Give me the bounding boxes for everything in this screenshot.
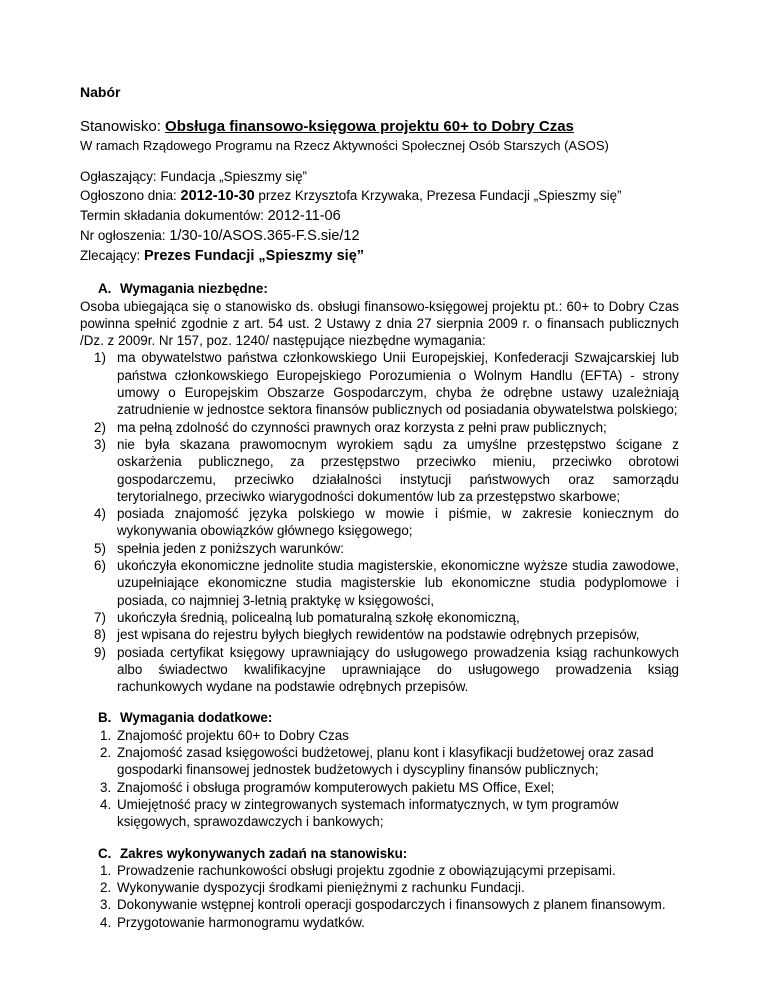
- program-line: W ramach Rządowego Programu na Rzecz Aktywności Społecznej Osób Starszych (ASOS): [80, 138, 609, 154]
- list-item: [80, 862, 679, 879]
- list-item-text: ma pełną zdolność do czynności prawnych oraz korzysta z pełni praw publicznych;: [117, 419, 607, 435]
- deadline-label: Termin składania dokumentów:: [80, 208, 268, 224]
- list-item-number: 4.: [100, 914, 112, 930]
- section-a-letter: A.: [98, 281, 112, 297]
- page-title: Nabór: [80, 84, 121, 100]
- list-item-text: ukończyła ekonomiczne jednolite studia magisterskie, ekonomiczne wyższe studia zawodowe, uzupełniające ekonomiczne studia magisterskie lub ekonomiczne studia podyplomowe i posiada, co najmniej 3-letnią praktykę w księgowości,: [117, 558, 679, 608]
- section-b-title: Wymagania dodatkowe:: [120, 710, 273, 726]
- list-item: [80, 879, 679, 896]
- list-item-text: Umiejętność pracy w zintegrowanych systemach informatycznych, w tym programów księgowych, sprawozdawczych i bankowych;: [117, 796, 619, 830]
- section-b-heading: [98, 709, 679, 726]
- list-item: [80, 779, 679, 796]
- list-item: [80, 727, 679, 744]
- announcer-line: Ogłaszający: Fundacja „Spieszmy się”: [80, 169, 307, 185]
- number-label: Nr ogłoszenia:: [80, 228, 170, 244]
- list-item: [80, 914, 679, 931]
- list-item-number: 1.: [100, 862, 112, 878]
- list-item-number: 5): [94, 540, 106, 556]
- list-item-text: ukończyła średnią, policealną lub pomaturalną szkołę ekonomiczną,: [117, 609, 520, 625]
- position-name: Obsługa finansowo-księgowa projektu 60+ to Dobry Czas: [165, 118, 574, 136]
- list-item: [80, 540, 679, 557]
- list-item-number: 4.: [100, 796, 112, 812]
- list-item-number: 7): [94, 609, 106, 625]
- section-a-list: [80, 349, 679, 695]
- list-item: [80, 626, 679, 643]
- list-item: [80, 505, 679, 540]
- list-item-text: Prowadzenie rachunkowości obsługi projektu zgodnie z obowiązującymi przepisami.: [117, 862, 616, 878]
- list-item-number: 8): [94, 627, 106, 643]
- list-item-number: 2.: [100, 880, 112, 896]
- list-item: [80, 796, 679, 831]
- list-item-text: Dokonywanie wstępnej kontroli operacji gospodarczych i finansowych z planem finansowym.: [117, 897, 666, 913]
- list-item-number: 2.: [100, 745, 112, 761]
- section-a-title: Wymagania niezbędne:: [120, 281, 268, 297]
- list-item: [80, 896, 679, 913]
- list-item-number: 3.: [100, 779, 112, 795]
- list-item: [80, 419, 679, 436]
- section-b-list: [80, 727, 679, 831]
- section-c-letter: C.: [98, 845, 112, 861]
- announced-line: [80, 186, 679, 206]
- list-item-number: 9): [94, 644, 106, 660]
- list-item-text: Znajomość zasad księgowości budżetowej, planu kont i klasyfikacji budżetowej oraz zasad gospodarki finansowej jednostek budżetowych i dyscypliny finansów publicznych;: [117, 745, 654, 778]
- list-item-text: posiada znajomość języka polskiego w mowie i piśmie, w zakresie koniecznym do wykonywania obowiązków głównego księgowego;: [117, 506, 679, 539]
- list-item-text: jest wpisana do rejestru byłych biegłych rewidentów na podstawie odrębnych przepisów,: [117, 627, 640, 643]
- position-line: [80, 117, 679, 137]
- list-item: [80, 744, 679, 779]
- list-item-number: 6): [94, 558, 106, 574]
- deadline-date: 2012-11-06: [267, 208, 341, 225]
- list-item: [80, 644, 679, 696]
- ordering-value: Prezes Fundacji „Spieszmy się”: [144, 248, 365, 265]
- list-item-text: Przygotowanie harmonogramu wydatków.: [117, 914, 365, 930]
- list-item-text: Znajomość projektu 60+ to Dobry Czas: [117, 727, 349, 743]
- ordering-label: Zlecający:: [80, 248, 144, 264]
- list-item: [80, 609, 679, 626]
- section-b-letter: B.: [98, 710, 112, 726]
- list-item: [80, 557, 679, 609]
- section-a-heading: [98, 280, 679, 297]
- list-item-number: 1): [94, 350, 106, 366]
- list-item-text: Znajomość i obsługa programów komputerowych pakietu MS Office, Exel;: [117, 779, 555, 795]
- announcement-meta: [80, 167, 679, 266]
- section-c-title: Zakres wykonywanych zadań na stanowisku:: [120, 845, 408, 861]
- list-item-number: 3.: [100, 897, 112, 913]
- number-line: [80, 226, 679, 246]
- list-item-text: nie była skazana prawomocnym wyrokiem sądu za umyślne przestępstwo ścigane z oskarżenia publicznego, za przestępstwo przeciwko mieniu, przeciwko obrotowi gospodarczemu, przeciwko działalności instytucji państwowych oraz samorządu terytorialnego, przeciwko wiarygodności dokumentów lub za przestępstwo skarbowe;: [117, 436, 679, 504]
- list-item-text: Wykonywanie dyspozycji środkami pieniężnymi z rachunku Fundacji.: [117, 880, 525, 896]
- list-item-text: posiada certyfikat księgowy uprawniający do usługowego prowadzenia ksiąg rachunkowych albo świadectwo kwalifikacyjne uprawniające do usługowego prowadzenia ksiąg rachunkowych wydane na podstawie odrębnych przepisów.: [117, 644, 679, 695]
- section-a-intro: Osoba ubiegająca się o stanowisko ds. obsługi finansowo-księgowej projektu pt.: 60+ to Dobry Czas powinna spełnić zgodnie z art. 54 ust. 2 Ustawy z dnia 27 sierpnia 2009 r. o finansach publicznych /Dz. z 2009r. Nr 157, poz. 1240/ następujące niezbędne wymagania:: [80, 298, 679, 349]
- number-value: 1/30-10/ASOS.365-F.S.sie/12: [169, 228, 360, 245]
- section-c-list: [80, 862, 679, 931]
- list-item-text: spełnia jeden z poniższych warunków:: [117, 540, 345, 556]
- list-item-number: 1.: [100, 727, 112, 743]
- announced-date: 2012-10-30: [180, 188, 255, 205]
- position-label: Stanowisko:: [80, 118, 166, 136]
- list-item-number: 3): [94, 436, 106, 452]
- announced-label: Ogłoszono dnia:: [80, 188, 181, 204]
- list-item-number: 4): [94, 506, 106, 522]
- announced-by: przez Krzysztofa Krzywaka, Prezesa Fundacji „Spieszmy się”: [254, 188, 622, 204]
- deadline-line: [80, 206, 679, 226]
- list-item: [80, 436, 679, 505]
- list-item-number: 2): [94, 419, 106, 435]
- ordering-line: [80, 246, 679, 266]
- section-c-heading: [98, 845, 679, 862]
- list-item: [80, 349, 679, 418]
- list-item-text: ma obywatelstwo państwa członkowskiego Unii Europejskiej, Konfederacji Szwajcarskiej lub państwa członkowskiego Europejskiego Porozumienia o Wolnym Handlu (EFTA) - strony umowy o Europejskim Obszarze Gospodarczym, chyba że odrębne ustawy uzależniają zatrudnienie w jednostce sektora finansów publicznych od posiadania obywatelstwa polskiego;: [117, 350, 679, 418]
